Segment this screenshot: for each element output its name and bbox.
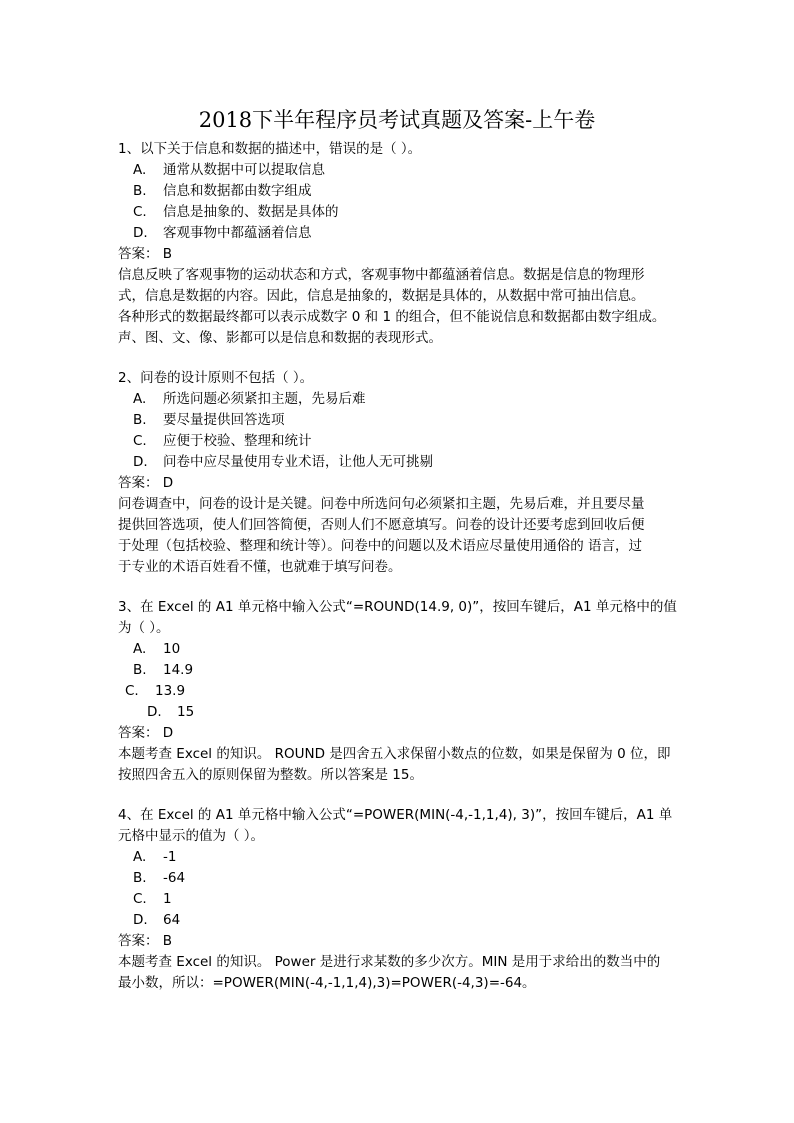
- option-c: C. 1: [133, 891, 172, 907]
- question-4: [118, 805, 680, 994]
- answer: 答案： D: [118, 725, 174, 741]
- option-d: D. 64: [133, 912, 181, 928]
- explanation-line: 本题考查 Excel 的知识。 ROUND 是四舍五入求保留小数点的位数，如果是保留为 0 位，即: [118, 746, 671, 762]
- option-c: C. 信息是抽象的、数据是具体的: [133, 204, 339, 220]
- document-title: 2018下半年程序员考试真题及答案-上午卷: [198, 108, 596, 132]
- option-d: D. 问卷中应尽量使用专业术语，让他人无可挑剔: [133, 454, 433, 470]
- option-a: A. 通常从数据中可以提取信息: [133, 162, 325, 178]
- option-b: B. 信息和数据都由数字组成: [133, 183, 312, 199]
- question-stem: 1、以下关于信息和数据的描述中，错误的是（ ）。: [118, 141, 422, 157]
- question-2: [118, 368, 680, 578]
- option-d: D. 15: [147, 704, 195, 720]
- explanation-line: 按照四舍五入的原则保留为整数。所以答案是 15。: [118, 767, 423, 783]
- option-c: C. 13.9: [125, 683, 186, 699]
- option-b: B. 14.9: [133, 662, 194, 678]
- option-d: D. 客观事物中都蕴涵着信息: [133, 225, 312, 241]
- answer: 答案： B: [118, 933, 173, 949]
- question-stem: 3、在 Excel 的 A1 单元格中输入公式“=ROUND(14.9, 0)”，按回车键后，A1 单元格中的值: [118, 599, 677, 615]
- option-a: A. 10: [133, 641, 181, 657]
- explanation-line: 各种形式的数据最终都可以表示成数字 0 和 1 的组合，但不能说信息和数据都由数字组成。: [118, 309, 666, 325]
- question-stem: 为（ ）。: [118, 620, 170, 636]
- explanation-line: 提供回答选项，使人们回答简便，否则人们不愿意填写。问卷的设计还要考虑到回收后便: [118, 517, 645, 533]
- explanation-line: 于专业的术语百姓看不懂，也就难于填写问卷。: [118, 559, 402, 575]
- explanation-line: 本题考查 Excel 的知识。 Power 是进行求某数的多少次方。MIN 是用于求给出的数当中的: [118, 954, 661, 970]
- explanation-line: 式，信息是数据的内容。因此，信息是抽象的，数据是具体的，从数据中常可抽出信息。: [118, 288, 645, 304]
- option-b: B. 要尽量提供回答选项: [133, 412, 285, 428]
- explanation-line: 声、图、文、像、影都可以是信息和数据的表现形式。: [118, 330, 442, 346]
- option-a: A. 所选问题必须紧扣主题，先易后难: [133, 391, 366, 407]
- explanation-line: 最小数，所以：=POWER(MIN(-4,-1,1,4),3)=POWER(-4,3)=-64。: [118, 975, 536, 991]
- question-3: [118, 597, 680, 786]
- question-stem: 2、问卷的设计原则不包括（ ）。: [118, 370, 314, 386]
- question-1: [118, 139, 680, 349]
- answer: 答案： D: [118, 475, 174, 491]
- option-b: B. -64: [133, 870, 186, 886]
- explanation-line: 于处理（包括校验、整理和统计等）。问卷中的问题以及术语应尽量使用通俗的 语言，过: [118, 538, 643, 554]
- explanation-line: 信息反映了客观事物的运动状态和方式，客观事物中都蕴涵着信息。数据是信息的物理形: [118, 267, 645, 283]
- option-c: C. 应便于校验、整理和统计: [133, 433, 312, 449]
- explanation-line: 问卷调查中，问卷的设计是关键。问卷中所选问句必须紧扣主题，先易后难，并且要尽量: [118, 496, 645, 512]
- option-a: A. -1: [133, 849, 177, 865]
- answer: 答案： B: [118, 246, 173, 262]
- question-stem: 4、在 Excel 的 A1 单元格中输入公式“=POWER(MIN(-4,-1,1,4), 3)”，按回车键后，A1 单: [118, 807, 673, 823]
- question-stem: 元格中显示的值为（ ）。: [118, 828, 265, 844]
